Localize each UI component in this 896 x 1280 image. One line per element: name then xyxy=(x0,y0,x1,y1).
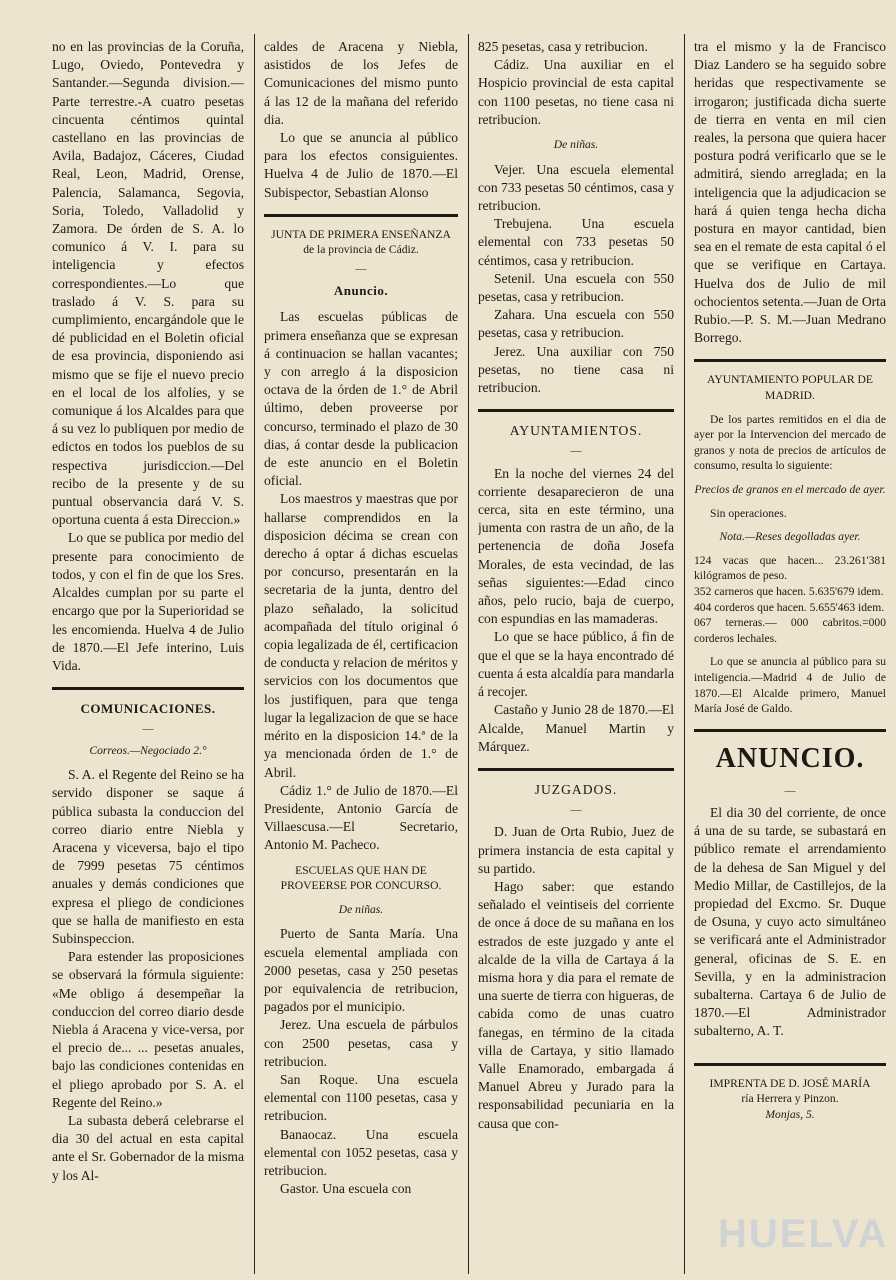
imprenta-line-1: IMPRENTA DE D. JOSÉ MARÍA xyxy=(709,1076,871,1090)
paragraph: Lo que se publica por medio del presente para conocimiento de todos, y con el fin de que los Sres. Alcaldes cumplan por su parte el encargo que por la Superioridad se les encomienda. Huelva 4 de Julio de 1870.—El Jefe interino, Luis Vida. xyxy=(52,530,244,673)
paragraph: Gastor. Una escuela con xyxy=(280,1181,412,1197)
paragraph: Puerto de Santa María. Una escuela elemental ampliada con 2000 pesetas, casa y 250 pesetas por equivalencia de retribucion, pagados por el municipio. xyxy=(264,926,458,1015)
section-rule xyxy=(694,359,886,362)
column-divider xyxy=(684,34,685,1274)
paragraph: Jerez. Una escuela de párbulos con 2500 pesetas, casa y retribucion. xyxy=(264,1017,458,1069)
paragraph: caldes de Aracena y Niebla, asistidos de los Jefes de Comunicaciones del mismo punto á las 12 de la mañana del referido dia. xyxy=(264,39,458,127)
divider-dash: — xyxy=(142,723,154,736)
paragraph: Lo que se anuncia al público para los efectos consiguientes. Huelva 4 de Julio de 1870.—El Subispector, Sebastian Alonso xyxy=(264,130,458,200)
column-divider xyxy=(468,34,469,1274)
section-rule xyxy=(694,1063,886,1066)
divider-dash: — xyxy=(570,445,582,458)
section-title-ayuntamiento-popular: AYUNTAMIENTO POPULAR DE xyxy=(707,373,873,387)
divider-dash: — xyxy=(570,804,582,817)
paragraph: Las escuelas públicas de primera enseñanza que se expresan á continuacion se hallan vacantes; y con arreglo á la disposicion octava de la órden de 1.° de Abril último, deben proveerse por concurso, terminado el plazo de 30 dias, á contar desde la publicacion de este anuncio en el Boletin oficial. xyxy=(264,309,458,489)
paragraph: 825 pesetas, casa y retribucion. xyxy=(478,39,648,54)
section-subtitle: de la provincia de Cádiz. xyxy=(303,243,419,257)
paragraph: Para estender las proposiciones se observará la fórmula siguiente: «Me obligo á desempeñar la conduccion del correo diario desde Niebla á Aracena y vice-versa, por el precio de... ... pesetas anuales, bajo las condiciones contenidas en el pliego aprobado por S. A. el Regente del Reino.» xyxy=(52,949,244,1110)
paragraph: S. A. el Regente del Reino se ha servido disponer se saque á pública subasta la conduccion del correo diario entre Niebla y Aracena y viceversa, bajo el tipo de 7999 pesetas 75 céntimos anuales y demás condiciones que expresa el pliego de condiciones que se halla de manifiesto en esta Subinspeccion. xyxy=(52,767,244,946)
section-title-comunicaciones: COMUNICACIONES. xyxy=(80,701,216,717)
column-2 xyxy=(264,38,458,1274)
list-item: 352 carneros que hacen. 5.635'679 idem. xyxy=(694,584,884,598)
imprenta-line-3: Monjas, 5. xyxy=(765,1107,815,1121)
paragraph: Hago saber: que estando señalado el veintiseis del corriente de once á doce de su mañana en los estrados de este juzgado y ante el alcalde de la villa de Cartaya á la misma hora y dia para el remate de una suerte de tierra con higueras, de cabida como de unas cuatro fanegas, en término de la citada villa de Cartaya, y sitio llamado Valle Enamorado, embargada á Manuel Abreu y Jurado para la responsabilidad pecuniaria en la causa que con- xyxy=(478,878,674,1131)
paragraph: Jerez. Una auxiliar con 750 pesetas, no tiene casa ni retribucion. xyxy=(478,343,674,396)
anuncio-big-heading: ANUNCIO. xyxy=(715,742,865,774)
section-title-escuelas: ESCUELAS QUE HAN DE PROVEERSE POR CONCURSO. xyxy=(280,863,442,893)
column-4 xyxy=(694,38,886,1274)
list-item: 124 vacas que hacen... 23.261'381 kilógramos de peso. xyxy=(694,553,886,583)
section-rule xyxy=(52,687,244,690)
subheading-nota: Nota.—Reses degolladas ayer. xyxy=(719,530,861,544)
section-title-juzgados: JUZGADOS. xyxy=(534,781,618,797)
section-rule xyxy=(478,768,674,771)
paragraph: Banaocaz. Una escuela elemental con 1052 pesetas, casa y retribucion. xyxy=(264,1126,458,1178)
section-title-ayuntamientos: AYUNTAMIENTOS. xyxy=(509,423,643,439)
paragraph: Cádiz. Una auxiliar en el Hospicio provincial de esta capital con 1100 pesetas, no tiene casa ni retribucion. xyxy=(478,57,674,127)
section-rule xyxy=(694,729,886,732)
section-rule xyxy=(264,214,458,217)
paragraph: tra el mismo y la de Francisco Diaz Landero se ha seguido sobre heridas que respectivamente se irrogaron; justificada dicha suerte de tierra en venta en mil cien reales, la persona que quiera hacer postura podrá verificarlo que se le admitirá, siendo arreglada; en la inteligencia que la adjudicacion se hará á quien tenga hecha dicha postura en mayor cantidad, bien sea en el remate de esta capital ó el que se verifique en Cartaya. Huelva dos de Julio de mil ochocientos setenta.—Juan de Orta Rubio.—P. S. M.—Juan Medrano Borrego. xyxy=(694,39,886,346)
paragraph: San Roque. Una escuela elemental con 1100 pesetas, casa y retribucion. xyxy=(264,1071,458,1124)
paragraph: Setenil. Una escuela con 550 pesetas, casa y retribucion. xyxy=(478,270,674,305)
paragraph: El dia 30 del corriente, de once á una de su tarde, se subastará en público remate el arrendamiento de la dehesa de San Miguel y del Medio Millar, de Castillejos, de la propiedad del Excmo. Sr. Duque de Osuna, y cuyo acto simultáneo se verificará ante el Administrador general, oficinas de S. E. en Sevilla, y en la administracion subalterna. Cartaya 6 de Julio de 1870.—El Administrador subalterno, A. T. xyxy=(694,804,886,1039)
text-sin-operaciones: Sin operaciones. xyxy=(710,506,787,520)
paragraph: En la noche del viernes 24 del corriente desaparecieron de una cerca, sita en este término, una jumenta con rastra de un año, de la pertenencia de doña Josefa Morales, de esta vecindad, de las señas siguientes:—Edad cinco años, pelo rucio, baja de cuerpo, con espundias en las mamaderas. xyxy=(478,465,674,627)
paragraph: De los partes remitidos en el dia de ayer por la Intervencion del mercado de granos y nota de precios de artículos de consumo, resulta lo siguiente: xyxy=(694,412,886,473)
subheading-precios: Precios de granos en el mercado de ayer. xyxy=(694,483,886,497)
list-item: 067 terneras.— 000 cabritos.=000 corderos lechales. xyxy=(694,616,886,645)
paragraph: Lo que se anuncia al público para su inteligencia.—Madrid 4 de Julio de 1870.—El Alcalde primero, Manuel María José de Galdo. xyxy=(694,655,886,716)
imprenta-line-2: ría Herrera y Pinzon. xyxy=(741,1092,839,1106)
list-item: 404 corderos que hacen. 5.655'463 idem. xyxy=(694,600,885,614)
paragraph: Vejer. Una escuela elemental con 733 pesetas 50 céntimos, casa y retribucion. xyxy=(478,161,674,214)
paragraph: Lo que se hace público, á fin de que el que se la haya encontrado dé cuenta á esta alcaldía para mandarla á recojer. xyxy=(478,629,674,700)
column-3 xyxy=(478,38,674,1274)
paragraph: Los maestros y maestras que por hallarse comprendidos en la disposicion décima se crean con derecho á optar á dichas escuelas por concurso, presentarán en la secretaria de la junta, dentro del plazo señalado, la solicitud acompañada del título original ó copia legalizada de él, certificacion de conducta y relacion de méritos y servicios con los documentos que los justifiquen, para que tenga lugar la legalizacion de que se hace mérito en la disposicion 14.ª de la ya mencionada órden de 1.° de Abril. xyxy=(264,491,458,780)
section-title-junta: JUNTA DE PRIMERA ENSEÑANZA xyxy=(271,227,451,241)
subheading-de-ninas: De niñas. xyxy=(338,902,384,916)
anuncio-heading: Anuncio. xyxy=(333,283,389,299)
paragraph: La subasta deberá celebrarse el dia 30 del actual en esta capital ante el Sr. Gobernador de la misma y los Al- xyxy=(52,1112,244,1183)
paragraph: Zahara. Una escuela con 550 pesetas, casa y retribucion. xyxy=(478,307,674,341)
paragraph: Castaño y Junio 28 de 1870.—El Alcalde, Manuel Martin y Márquez. xyxy=(478,702,674,754)
divider-dash: — xyxy=(784,784,796,797)
section-subtitle-madrid: MADRID. xyxy=(765,389,815,403)
watermark-logo: HUELVA xyxy=(718,1212,889,1256)
paragraph: Trebujena. Una escuela elemental con 733 pesetas 50 céntimos, casa y retribucion. xyxy=(478,216,674,268)
column-divider xyxy=(254,34,255,1274)
section-rule xyxy=(478,409,674,412)
subheading-de-ninas: De niñas. xyxy=(553,138,599,152)
paragraph: no en las provincias de la Coruña, Lugo, Oviedo, Pontevedra y Santander.—Segunda division.—Parte terrestre.-A cuatro pesetas cincuenta céntimos quintal castellano en las provincias de Avila, Badajoz, Cáceres, Ciudad Real, Leon, Madrid, Orense, Palencia, Salamanca, Segovia, Soria, Toledo, Valladolid y Zamora. De órden de S. A. lo comunico á V. I. para su inteligencia y efectos correspondientes.—Lo que traslado á V. S. para su cumplimiento, encargándole que le dé publicidad en el Boletin oficial de esa provincia, disponiendo asi mismo que se fije el nuevo precio en el local de los alfolíes, y se comunique á los Alcaldes para que á su vez lo publiquen por medio de edictos en todos los pueblos de su respectiva jurisdiccion.—Del recibo de la presente y de su puntual observancia dará V. S. oportuna cuenta á esta Direccion.» xyxy=(52,39,244,528)
paragraph: D. Juan de Orta Rubio, Juez de primera instancia de esta capital y su partido. xyxy=(478,824,674,876)
subheading-correos: Correos.—Negociado 2.° xyxy=(89,743,207,757)
paragraph: Cádiz 1.° de Julio de 1870.—El Presidente, Antonio García de Villaescusa.—El Secretario, Antonio M. Pacheco. xyxy=(264,782,458,853)
column-1 xyxy=(52,38,244,1274)
divider-dash: — xyxy=(355,263,367,276)
